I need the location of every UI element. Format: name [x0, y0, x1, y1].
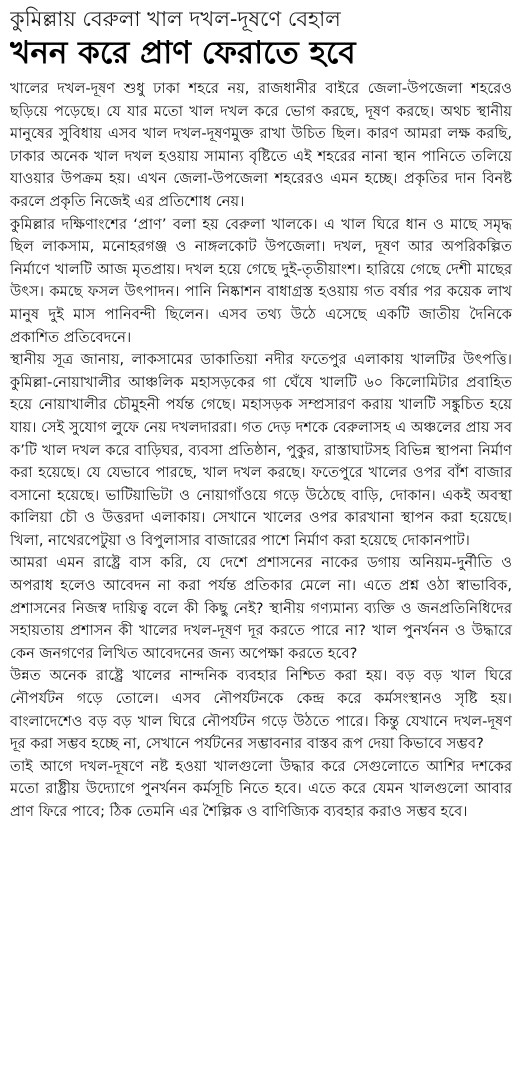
article-headline: খনন করে প্রাণ ফেরাতে হবে [10, 35, 356, 71]
paragraph-2: কুমিল্লার দক্ষিণাংশের ‘প্রাণ’ বলা হয় বেরুলা খালকে। এ খাল ঘিরে ধান ও মাছে সমৃদ্ধ ছিল লাকসাম, মনোহরগঞ্জ ও নাঙ্গলকোট উপজেলা। দখল, দূষণ আর অপরিকল্পিত নির্মাণে খালটি আজ মৃতপ্রায়। দখল হয়ে গেছে দুই-তৃতীয়াংশ। হারিয়ে গেছে দেশী মাছের উৎস। কমছে ফসল উৎপাদন। পানি নিষ্কাশন বাধাগ্রস্ত হওয়ায় গত বর্ষার পর কয়েক লাখ মানুষ দুই মাস পানিবন্দী ছিলেন। এসব তথ্য উঠে এসেছে একটি জাতীয় দৈনিকে প্রকাশিত প্রতিবেদনে। [10, 215, 512, 346]
paragraph-3: স্থানীয় সূত্র জানায়, লাকসামের ডাকাতিয়া নদীর ফতেপুর এলাকায় খালটির উৎপত্তি। কুমিল্লা-নোয়াখালীর আঞ্চলিক মহাসড়কের গা ঘেঁষে খালটি ৬০ কিলোমিটার প্রবাহিত হয়ে নোয়াখালীর চৌমুহনী পর্যন্ত গেছে। মহাসড়ক সম্প্রসারণ করায় খালটি সঙ্কুচিত হয়ে যায়। সেই সুযোগ লুফে নেয় দখলদাররা। গত দেড় দশকে বেরুলাসহ এ অঞ্চলের প্রায় সব ক’টি খাল দখল করে বাড়িঘর, ব্যবসা প্রতিষ্ঠান, পুকুর, রাস্তাঘাটসহ বিভিন্ন স্থাপনা নির্মাণ করা হয়েছে। যে যেভাবে পারছে, খাল দখল করছে। ফতেপুরে খালের ওপর বাঁশ বাজার বসানো হয়েছে। ভাটিয়াভিটা ও নোয়াগাঁওয়ে গড়ে উঠেছে বাড়ি, দোকান। একই অবস্থা কালিয়া চৌ ও উত্তরদা এলাকায়। সেখানে খালের ওপর কারখানা স্থাপন করা হয়েছে। খিলা, নাথেরপেটুয়া ও বিপুলাসার বাজারের পাশে নির্মাণ করা হয়েছে দোকানপাট। [10, 351, 512, 549]
paragraph-1: খালের দখল-দূষণ শুধু ঢাকা শহরে নয়, রাজধানীর বাইরে জেলা-উপজেলা শহরেও ছড়িয়ে পড়েছে। যে যার মতো খাল দখল করে ভোগ করছে, দূষণ করছে। অথচ স্থানীয় মানুষের সুবিধায় এসব খাল দখল-দূষণমুক্ত রাখা উচিত ছিল। কারণ আমরা লক্ষ করছি, ঢাকার অনেক খাল দখল হওয়ায় সামান্য বৃষ্টিতে এই শহরের নানা স্থান পানিতে তলিয়ে যাওয়ার উপক্রম হয়। এখন জেলা-উপজেলা শহরেরও এমন হচ্ছে। প্রকৃতির দান বিনষ্ট করলে প্রকৃতি নিজেই এর প্রতিশোধ নেয়। [10, 80, 512, 210]
paragraph-6: তাই আগে দখল-দূষণে নষ্ট হওয়া খালগুলো উদ্ধার করে সেগুলোতে আশির দশকের মতো রাষ্ট্রীয় উদ্যোগে পুনর্খনন কর্মসূচি নিতে হবে। এতে করে যেমন খালগুলো আবার প্রাণ ফিরে পাবে; ঠিক তেমনি এর শৈল্পিক ও বাণিজ্যিক ব্যবহার করাও সম্ভব হবে। [10, 757, 512, 820]
paragraph-4: আমরা এমন রাষ্ট্রে বাস করি, যে দেশে প্রশাসনের নাকের ডগায় অনিয়ম-দুর্নীতি ও অপরাধ হলেও আবেদন না করা পর্যন্ত প্রতিকার মেলে না। এতে প্রশ্ন ওঠা স্বাভাবিক, প্রশাসনের নিজস্ব দায়িত্ব বলে কী কিছু নেই? স্থানীয় গণ্যমান্য ব্যক্তি ও জনপ্রতিনিধিদের সহায়তায় প্রশাসন কী খালের দখল-দূষণ দূর করতে পারে না? খাল পুনর্খনন ও উদ্ধারে কেন জনগণের লিখিত আবেদনের জন্য অপেক্ষা করতে হবে? [10, 554, 512, 662]
paragraph-5: উন্নত অনেক রাষ্ট্রে খালের নান্দনিক ব্যবহার নিশ্চিত করা হয়। বড় বড় খাল ঘিরে নৌপর্যটন গড়ে তোলে। এসব নৌপর্যটনকে কেন্দ্র করে কর্মসংস্থানও সৃষ্টি হয়। বাংলাদেশেও বড় বড় খাল ঘিরে নৌপর্যটন গড়ে উঠতে পারে। কিন্তু যেখানে দখল-দূষণ দূর করা সম্ভব হচ্ছে না, সেখানে পর্যটনের সম্ভাবনার বাস্তব রূপ দেয়া কিভাবে সম্ভব? [10, 667, 512, 753]
article-kicker: কুমিল্লায় বেরুলা খাল দখল-দূষণে বেহাল [10, 7, 341, 31]
article-body [10, 78, 512, 824]
